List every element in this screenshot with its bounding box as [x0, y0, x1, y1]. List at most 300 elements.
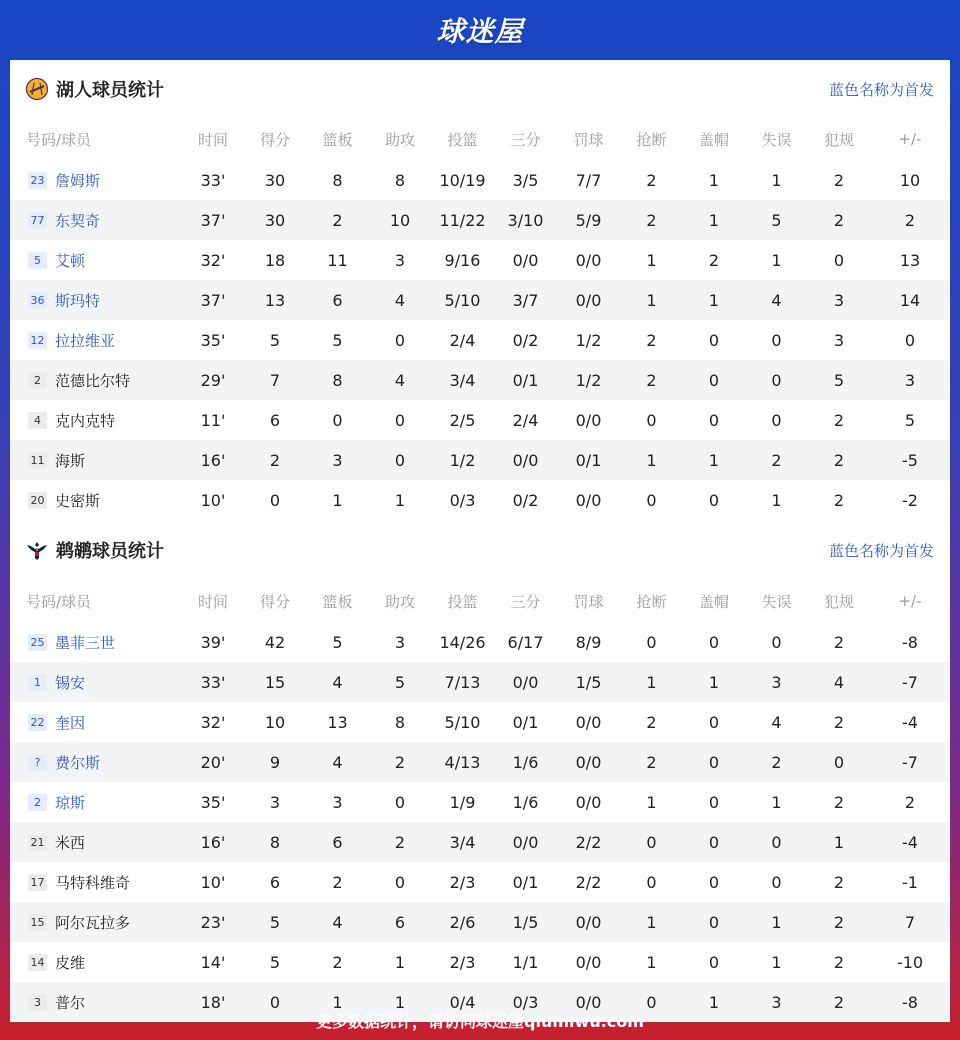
jersey-number-badge: 17	[28, 874, 47, 891]
stat-cell: 16'	[182, 822, 244, 862]
player-cell	[10, 782, 182, 822]
stat-cell: 9	[244, 742, 306, 782]
player-name-link[interactable]: 史密斯	[55, 491, 101, 510]
stat-cell: 2	[808, 200, 870, 240]
stat-cell: 37'	[182, 280, 244, 320]
stat-cell: 1	[620, 280, 683, 320]
player-name-link[interactable]: 皮维	[55, 953, 86, 972]
stat-cell: 11'	[200, 410, 226, 430]
stat-cell: 1	[771, 792, 782, 812]
stat-cell: 5	[745, 200, 808, 240]
column-header: 犯规	[823, 130, 854, 149]
column-header: 时间	[197, 130, 228, 149]
column-header: 投篮	[447, 130, 478, 149]
stat-cell: 2	[332, 952, 343, 972]
column-header: +/-	[898, 592, 922, 610]
stat-cell: 14	[870, 280, 950, 320]
jersey-number-badge: 21	[28, 834, 47, 851]
stat-cell: 0	[646, 872, 657, 892]
stat-cell: 18'	[182, 982, 244, 1022]
stat-cell: 0	[708, 952, 720, 972]
stat-cell: 0/1	[512, 872, 539, 892]
jersey-number-badge: 23	[28, 172, 47, 189]
player-cell	[10, 822, 182, 862]
stat-cell: 8	[394, 170, 406, 190]
stat-cell: 0	[394, 872, 406, 892]
stat-cell: 32'	[200, 250, 226, 270]
player-cell	[10, 200, 182, 240]
stat-cell: 2	[369, 742, 431, 782]
player-cell	[10, 942, 182, 982]
player-name-link[interactable]: 范德比尔特	[55, 371, 131, 390]
stat-cell: 2	[620, 742, 683, 782]
stat-cell: 0	[369, 440, 431, 480]
table-row	[10, 400, 950, 440]
column-header: 罚球	[573, 130, 604, 149]
table-row	[10, 662, 950, 702]
stat-cell: 6	[269, 872, 281, 892]
stat-cell: -2	[902, 490, 918, 510]
column-header: 篮板	[322, 130, 353, 149]
stat-cell: 2	[808, 440, 870, 480]
table-row	[10, 280, 950, 320]
top-bar	[0, 0, 960, 60]
stat-cell: 6	[306, 280, 369, 320]
stat-cell: 0	[771, 872, 782, 892]
column-header: 失误	[761, 130, 792, 149]
footer-link-text[interactable]: 更多数据统计，请访问球迷屋qiumiwu.com	[316, 1011, 644, 1031]
stat-cell: 4	[306, 662, 369, 702]
player-name-link[interactable]: 墨菲三世	[55, 633, 116, 652]
stat-cell: 0/0	[512, 250, 539, 270]
stat-cell: -7	[870, 742, 950, 782]
stat-cell: 5/10	[444, 712, 481, 732]
stat-cell: 0	[808, 742, 870, 782]
stat-cell: 3/4	[431, 360, 494, 400]
jersey-number-badge: 25	[28, 634, 47, 651]
stat-cell: 39'	[200, 632, 226, 652]
stat-cell: 0/0	[575, 952, 602, 972]
player-name-link[interactable]: 米西	[55, 833, 86, 852]
player-cell	[10, 280, 182, 320]
stat-cell: 7/7	[575, 170, 602, 190]
jersey-number-badge: 15	[28, 914, 47, 931]
jersey-number-badge: 2	[28, 372, 47, 389]
stat-cell: 2	[833, 490, 845, 510]
jersey-number-badge: 11	[28, 452, 47, 469]
stat-cell: 4	[369, 360, 431, 400]
stat-cell: 0	[620, 822, 683, 862]
stat-cell: 18	[264, 250, 286, 270]
stat-cell: 2	[646, 330, 657, 350]
jersey-number-badge: 2	[28, 794, 47, 811]
jersey-number-badge: 3	[28, 994, 47, 1011]
table-row	[10, 160, 950, 200]
stat-cell: 0	[394, 410, 406, 430]
stat-cell: -8	[902, 632, 918, 652]
stat-cell: 0/2	[512, 330, 539, 350]
stat-cell: 3/10	[494, 200, 557, 240]
brand-logo: 球迷屋	[436, 15, 524, 48]
stat-cell: 6	[269, 410, 281, 430]
jersey-number-badge: 4	[28, 412, 47, 429]
stat-cell: 0/1	[494, 360, 557, 400]
stat-cell: 0	[646, 632, 657, 652]
stat-cell: 35'	[200, 330, 226, 350]
stat-cell: 15	[244, 662, 306, 702]
table-row	[10, 822, 950, 862]
stat-cell: 0	[708, 490, 720, 510]
stat-cell: 20'	[182, 742, 244, 782]
stat-cell: 2/5	[449, 410, 476, 430]
stat-cell: 0	[620, 982, 683, 1022]
stat-cell: 0	[708, 410, 720, 430]
stat-cell: 2/2	[557, 822, 620, 862]
stat-cell: 14'	[200, 952, 226, 972]
team-title: 湖人球员统计	[56, 80, 164, 101]
stat-cell: 5	[269, 330, 281, 350]
stat-cell: 3	[332, 792, 343, 812]
table-row	[10, 942, 950, 982]
column-header: 得分	[259, 592, 290, 611]
player-cell	[10, 662, 182, 702]
team-header	[10, 60, 950, 118]
stat-cell: 7/13	[431, 662, 494, 702]
stat-cell: 0/1	[512, 712, 539, 732]
stat-cell: 1/5	[494, 902, 557, 942]
stat-cell: 0	[708, 792, 720, 812]
stat-cell: 5/9	[557, 200, 620, 240]
stat-cell: 0	[269, 490, 281, 510]
stat-cell: 1	[771, 250, 782, 270]
stat-cell: 2	[833, 952, 845, 972]
player-name-link[interactable]: 詹姆斯	[55, 171, 101, 190]
stat-cell: 10'	[200, 490, 226, 510]
stat-cell: 1	[394, 490, 406, 510]
stat-cell: 1	[620, 440, 683, 480]
stat-cell: 4	[771, 712, 782, 732]
stat-cell: 1	[771, 952, 782, 972]
stat-cell: 1/2	[431, 440, 494, 480]
team-section-pelicans	[10, 520, 950, 1022]
stat-cell: 0/3	[449, 490, 476, 510]
stat-cell: 1	[646, 250, 657, 270]
stat-cell: 3	[394, 632, 406, 652]
table-header	[10, 580, 950, 622]
stat-cell: 3/7	[494, 280, 557, 320]
player-cell	[10, 160, 182, 200]
table-row	[10, 320, 950, 360]
stat-cell: 33'	[200, 170, 226, 190]
stat-cell: 2	[808, 982, 870, 1022]
stat-cell: 1/5	[557, 662, 620, 702]
stat-cell: 0	[394, 792, 406, 812]
stat-cell: 11	[327, 250, 348, 270]
stat-cell: 32'	[200, 712, 226, 732]
stat-cell: 0	[708, 872, 720, 892]
stat-cell: 3	[269, 792, 281, 812]
stat-cell: 0/0	[575, 410, 602, 430]
player-name-link[interactable]: 海斯	[55, 451, 86, 470]
stat-cell: 2	[745, 440, 808, 480]
stat-cell: 1/9	[449, 792, 476, 812]
table-row	[10, 440, 950, 480]
player-cell	[10, 862, 182, 902]
player-stats-table	[10, 580, 950, 1022]
stat-cell: 4	[745, 280, 808, 320]
jersey-number-badge: ?	[28, 754, 47, 771]
stat-cell: 2	[833, 170, 845, 190]
stat-cell: 1/6	[512, 792, 539, 812]
player-cell	[10, 440, 182, 480]
player-name-link[interactable]: 奎因	[55, 713, 86, 732]
column-header: 犯规	[823, 592, 854, 611]
table-row	[10, 622, 950, 662]
table-row	[10, 480, 950, 520]
stat-cell: 5/10	[431, 280, 494, 320]
jersey-number-badge: 14	[28, 954, 47, 971]
stat-cell: 2	[870, 200, 950, 240]
stat-cell: 4	[369, 280, 431, 320]
stat-cell: 8	[306, 360, 369, 400]
stat-cell: 6/17	[507, 632, 544, 652]
stat-cell: 0	[771, 632, 782, 652]
stat-cell: 0/0	[494, 822, 557, 862]
stat-cell: 0	[683, 742, 745, 782]
stat-cell: 4	[306, 742, 369, 782]
table-row	[10, 200, 950, 240]
stat-cell: 5	[269, 952, 281, 972]
player-cell	[10, 400, 182, 440]
table-row	[10, 782, 950, 822]
stat-cell: 2/3	[449, 872, 476, 892]
stat-cell: 7	[870, 902, 950, 942]
stat-cell: 1	[683, 200, 745, 240]
stat-cell: 30	[244, 200, 306, 240]
stat-cell: 3	[394, 250, 406, 270]
jersey-number-badge: 22	[28, 714, 47, 731]
column-header: 篮板	[322, 592, 353, 611]
stat-cell: 0/2	[512, 490, 539, 510]
stat-cell: 1	[683, 440, 745, 480]
table-row	[10, 360, 950, 400]
stat-cell: 0	[646, 490, 657, 510]
jersey-number-badge: 1	[28, 674, 47, 691]
stat-cell: 0	[904, 330, 916, 350]
stat-cell: 8/9	[575, 632, 602, 652]
stat-cell: 0	[332, 410, 343, 430]
stat-cell: 1	[683, 662, 745, 702]
stat-cell: 8	[244, 822, 306, 862]
stat-cell: 42	[264, 632, 286, 652]
column-header: 助攻	[384, 130, 415, 149]
table-row	[10, 742, 950, 782]
stat-cell: 0/3	[494, 982, 557, 1022]
stat-cell: 0/0	[557, 902, 620, 942]
stat-cell: 2/3	[449, 952, 476, 972]
stats-panel	[10, 60, 950, 1012]
stat-cell: 0/0	[494, 662, 557, 702]
stat-cell: 1/2	[575, 330, 602, 350]
stat-cell: 2/4	[449, 330, 476, 350]
stat-cell: 0/0	[557, 982, 620, 1022]
column-header: 盖帽	[698, 592, 729, 611]
stat-cell: 35'	[200, 792, 226, 812]
stat-cell: 5	[332, 632, 343, 652]
stat-cell: 6	[306, 822, 369, 862]
stat-cell: 13	[327, 712, 348, 732]
jersey-number-badge: 77	[28, 212, 47, 229]
stat-cell: 10	[264, 712, 286, 732]
stat-cell: 1	[683, 280, 745, 320]
stat-cell: 1/1	[512, 952, 539, 972]
team-section-lakers	[10, 60, 950, 520]
stat-cell: 5	[808, 360, 870, 400]
player-cell	[10, 622, 182, 662]
stat-cell: 13	[244, 280, 306, 320]
player-cell	[10, 360, 182, 400]
column-header: 盖帽	[698, 130, 729, 149]
stat-cell: 4	[808, 662, 870, 702]
stat-cell: 2	[808, 902, 870, 942]
stat-cell: 2	[620, 200, 683, 240]
stat-cell: 2	[369, 822, 431, 862]
stat-cell: 2	[620, 360, 683, 400]
stat-cell: 3/5	[512, 170, 539, 190]
stat-cell: 5	[369, 662, 431, 702]
stat-cell: 1	[369, 982, 431, 1022]
stat-cell: 13	[899, 250, 921, 270]
player-name-link[interactable]: 阿尔瓦拉多	[55, 913, 131, 932]
stat-cell: 3	[745, 662, 808, 702]
stat-cell: -1	[902, 872, 918, 892]
stat-cell: 23'	[182, 902, 244, 942]
column-header: 助攻	[384, 592, 415, 611]
stat-cell: -5	[870, 440, 950, 480]
starter-note: 蓝色名称为首发	[828, 541, 934, 560]
stat-cell: 14/26	[439, 632, 486, 652]
stat-cell: 0	[771, 330, 782, 350]
stat-cell: 5	[332, 330, 343, 350]
stat-cell: 0/1	[557, 440, 620, 480]
player-name-link[interactable]: 东契奇	[55, 211, 101, 230]
jersey-number-badge: 20	[28, 492, 47, 509]
column-header: 号码/球员	[26, 592, 92, 611]
stat-cell: 0	[708, 712, 720, 732]
stat-cell: 0	[244, 982, 306, 1022]
player-name-link[interactable]: 锡安	[55, 673, 86, 692]
stat-cell: 3/4	[431, 822, 494, 862]
stat-cell: 3	[870, 360, 950, 400]
stat-cell: 37'	[182, 200, 244, 240]
player-cell	[10, 902, 182, 942]
player-name-link[interactable]: 马特科维奇	[55, 873, 131, 892]
column-header: 抢断	[636, 130, 667, 149]
column-header: 三分	[510, 592, 541, 611]
stat-cell: 4	[306, 902, 369, 942]
stat-cell: 2	[646, 170, 657, 190]
stat-cell: 1	[646, 792, 657, 812]
player-name-link[interactable]: 克内克特	[55, 411, 116, 430]
player-name-link[interactable]: 费尔斯	[55, 753, 101, 772]
stat-cell: 0	[683, 902, 745, 942]
player-cell	[10, 702, 182, 742]
table-row	[10, 702, 950, 742]
stat-cell: 16'	[182, 440, 244, 480]
stat-cell: 1	[394, 952, 406, 972]
stat-cell: 0	[708, 632, 720, 652]
jersey-number-badge: 5	[28, 252, 47, 269]
jersey-number-badge: 12	[28, 332, 47, 349]
stat-cell: 5	[904, 410, 916, 430]
player-name-link[interactable]: 拉拉维亚	[55, 331, 116, 350]
stat-cell: 1	[771, 490, 782, 510]
stat-cell: 2	[833, 872, 845, 892]
stat-cell: 2/6	[431, 902, 494, 942]
stat-cell: 1/2	[557, 360, 620, 400]
stat-cell: 0/0	[575, 712, 602, 732]
player-name-link[interactable]: 艾顿	[55, 251, 86, 270]
stat-cell: 1	[745, 902, 808, 942]
lakers-logo-icon	[26, 78, 48, 100]
stat-cell: 0	[771, 410, 782, 430]
table-row	[10, 862, 950, 902]
table-header	[10, 118, 950, 160]
stat-cell: 8	[394, 712, 406, 732]
stat-cell: 1	[620, 662, 683, 702]
stat-cell: 10'	[200, 872, 226, 892]
stat-cell: 0/0	[575, 490, 602, 510]
stat-cell: 33'	[182, 662, 244, 702]
footer-bar	[0, 1000, 960, 1040]
column-header: 罚球	[573, 592, 604, 611]
stat-cell: -8	[870, 982, 950, 1022]
team-title: 鹈鹕球员统计	[56, 541, 164, 562]
stat-cell: 7	[244, 360, 306, 400]
player-stats-table	[10, 118, 950, 520]
stat-cell: 2	[332, 872, 343, 892]
stat-cell: -10	[896, 952, 924, 972]
pelicans-logo-icon	[26, 539, 48, 561]
stat-cell: 2	[646, 712, 657, 732]
player-name-link[interactable]: 斯玛特	[55, 291, 101, 310]
stat-cell: 0/0	[575, 250, 602, 270]
player-name-link[interactable]: 普尔	[55, 993, 86, 1012]
starter-note: 蓝色名称为首发	[828, 80, 934, 99]
stat-cell: 2/2	[575, 872, 602, 892]
stat-cell: 3	[306, 440, 369, 480]
stat-cell: 2	[833, 712, 845, 732]
stat-cell: 1	[808, 822, 870, 862]
stat-cell: 1	[708, 170, 720, 190]
stat-cell: 6	[369, 902, 431, 942]
team-header	[10, 520, 950, 580]
stat-cell: 2	[244, 440, 306, 480]
stat-cell: 2	[904, 792, 916, 812]
stat-cell: 0/0	[557, 280, 620, 320]
stat-cell: 1/6	[494, 742, 557, 782]
stat-cell: 0	[683, 822, 745, 862]
player-name-link[interactable]: 琼斯	[55, 793, 86, 812]
stat-cell: -4	[870, 822, 950, 862]
stat-cell: 0/0	[494, 440, 557, 480]
player-cell	[10, 480, 182, 520]
stat-cell: 3	[833, 330, 845, 350]
stat-cell: 10/19	[439, 170, 486, 190]
stat-cell: 4/13	[431, 742, 494, 782]
player-cell	[10, 320, 182, 360]
stat-cell: -4	[902, 712, 918, 732]
